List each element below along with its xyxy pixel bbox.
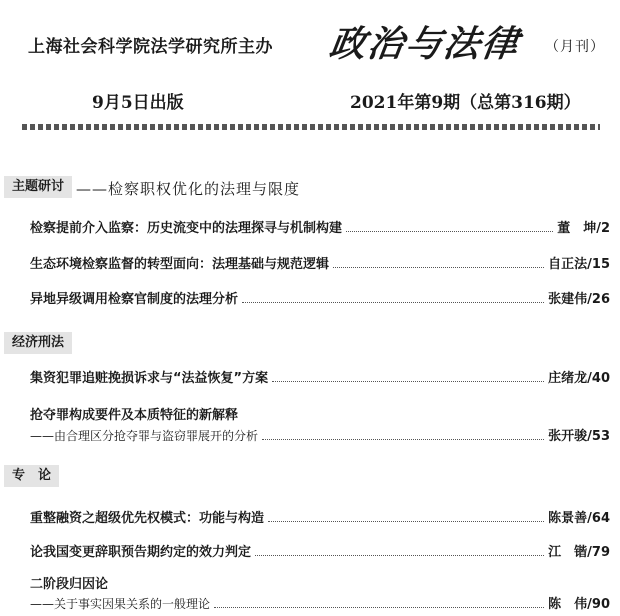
journal-title: 政治与法律	[326, 23, 523, 65]
article-author-page: 张开骏/53	[548, 429, 610, 444]
article-author-page: 江 锴/79	[548, 545, 610, 560]
toc-entry[interactable]	[30, 216, 610, 236]
toc-entry-subtitle[interactable]	[30, 424, 610, 444]
section-theme-title: ——检察职权优化的法理与限度	[76, 180, 301, 198]
article-title: 论我国变更辞职预告期约定的效力判定	[30, 545, 252, 560]
leader-dots	[262, 439, 544, 440]
leader-dots	[255, 555, 544, 556]
article-author-page: 张建伟/26	[548, 292, 610, 307]
section-label-special-topics: 专 论	[4, 465, 59, 487]
leader-dots	[346, 231, 553, 232]
toc-entry[interactable]	[30, 287, 610, 307]
issue-number: 2021年第9期（总第316期）	[350, 93, 581, 113]
article-author-page: 陈景善/64	[548, 511, 610, 526]
article-title[interactable]: 二阶段归因论	[30, 577, 109, 592]
leader-dots	[214, 607, 544, 608]
leader-dots	[272, 381, 544, 382]
leader-dots	[268, 521, 544, 522]
article-author-page: 陈 伟/90	[548, 597, 610, 612]
article-title[interactable]: 抢夺罪构成要件及本质特征的新解释	[30, 408, 239, 423]
article-title: 异地异级调用检察官制度的法理分析	[30, 292, 239, 307]
leader-dots	[242, 302, 544, 303]
article-title: 生态环境检察监督的转型面向：法理基础与规范逻辑	[30, 257, 330, 272]
toc-entry[interactable]	[30, 366, 610, 386]
article-author-page: 自正法/15	[548, 257, 610, 272]
toc-entry[interactable]	[30, 252, 610, 272]
publication-date: 9月5日出版	[92, 93, 184, 113]
publisher: 上海社会科学院法学研究所主办	[28, 37, 273, 57]
article-title: 集资犯罪追赃挽损诉求与“法益恢复”方案	[30, 371, 269, 386]
article-subtitle: ——关于事实因果关系的一般理论	[30, 597, 211, 611]
article-title: 检察提前介入监察：历史流变中的法理探寻与机制构建	[30, 221, 343, 236]
article-subtitle: ——由合理区分抢夺罪与盗窃罪展开的分析	[30, 429, 259, 443]
header-divider	[22, 124, 600, 130]
toc-entry-subtitle[interactable]	[30, 592, 610, 612]
leader-dots	[333, 267, 544, 268]
frequency-label: （月刊）	[545, 39, 605, 55]
article-title: 重整融资之超级优先权模式：功能与构造	[30, 511, 265, 526]
toc-entry[interactable]	[30, 540, 610, 560]
section-label-theme: 主题研讨	[4, 176, 72, 198]
article-author-page: 庄绪龙/40	[548, 371, 610, 386]
article-author-page: 董 坤/2	[557, 221, 610, 236]
section-label-economic-criminal-law: 经济刑法	[4, 332, 72, 354]
toc-entry[interactable]	[30, 506, 610, 526]
